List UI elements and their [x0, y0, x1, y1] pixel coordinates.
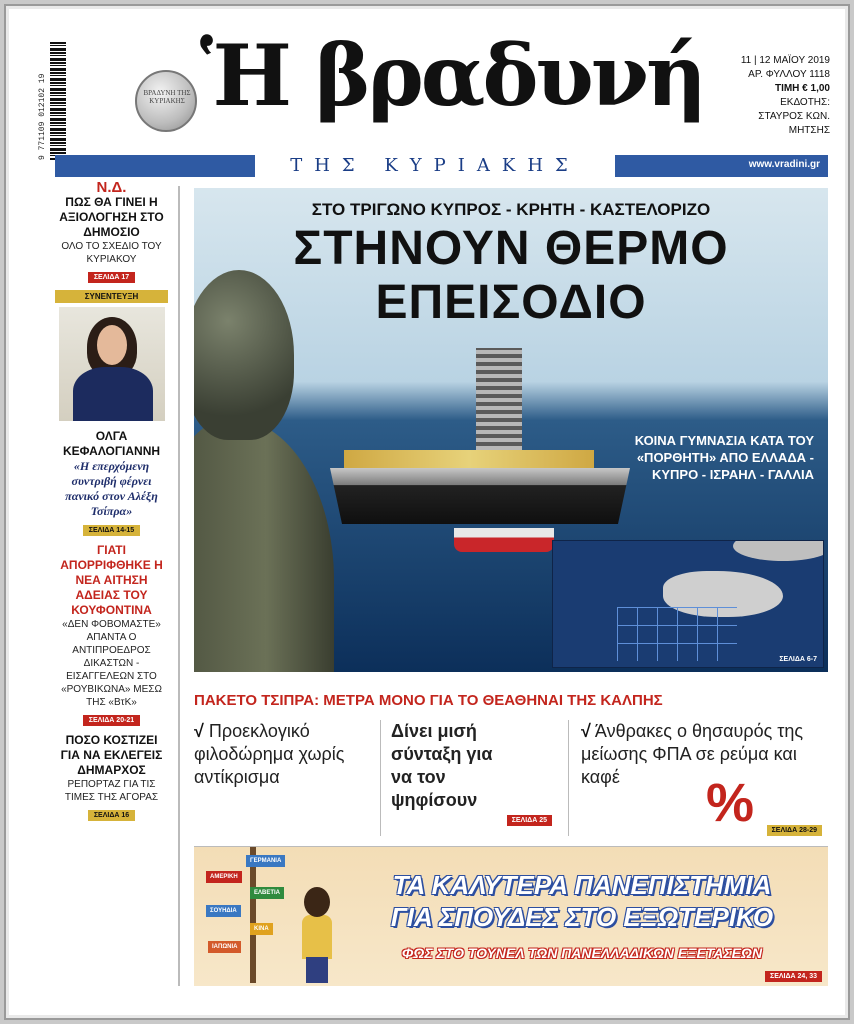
- nd-page-ref: ΣΕΛΙΔΑ 17: [88, 272, 135, 283]
- coin-text: ΒΡΑΔΥΝΗ ΤΗΣ ΚΥΡΙΑΚΗΣ: [143, 89, 191, 105]
- sign-2: ΕΛΒΕΤΙΑ: [250, 887, 284, 899]
- koufontina-story[interactable]: [55, 543, 168, 727]
- logo-coin-icon: [135, 70, 197, 132]
- education-title-line2: ΓΙΑ ΣΠΟΥΔΕΣ ΣΤΟ ΕΞΩΤΕΡΙΚΟ: [390, 902, 774, 932]
- left-sidebar: [55, 180, 168, 828]
- sign-1: ΑΜΕΡΙΚΗ: [206, 871, 242, 883]
- hero-story[interactable]: [194, 188, 828, 672]
- website-link[interactable]: www.vradini.gr: [748, 159, 820, 170]
- interview-page-ref: ΣΕΛΙΔΑ 14-15: [83, 525, 140, 536]
- issue-info: [720, 54, 830, 138]
- hero-kicker: ΣΤΟ ΤΡΙΓΩΝΟ ΚΥΠΡΟΣ - ΚΡΗΤΗ - ΚΑΣΤΕΛΟΡΙΖΟ: [311, 200, 711, 219]
- masthead-subbar: [55, 155, 828, 177]
- sign-0: ΓΕΡΜΑΝΙΑ: [246, 855, 285, 867]
- map-blocks: [617, 607, 737, 661]
- publisher-name: ΣΤΑΥΡΟΣ ΚΩΝ. ΜΗΤΣΗΣ: [758, 111, 830, 136]
- column-2[interactable]: [380, 720, 558, 836]
- mayor-story[interactable]: [55, 733, 168, 822]
- hero-headline-line2: ΕΠΕΙΣΟΔΙΟ: [375, 276, 647, 329]
- hero-headline: [194, 222, 828, 330]
- drillship: [330, 468, 630, 524]
- interview-tag: ΣΥΝΕΝΤΕΥΞΗ: [55, 290, 168, 303]
- tug-boat: [454, 528, 554, 552]
- education-page-ref: ΣΕΛΙΔΑ 24, 33: [765, 971, 822, 982]
- sign-4: ΚΙΝΑ: [250, 923, 273, 935]
- barcode-number: 9 771109 012102 19: [38, 73, 47, 160]
- col2-text: Δίνει μισή σύνταξη για να τον ψηφίσουν: [391, 721, 493, 810]
- col3-page-ref: ΣΕΛΙΔΑ 28-29: [767, 825, 822, 836]
- interview-quote: «Η επερχόμενη συντριβή φέρνει πανικό στον Αλέξη Τσίπρα»: [65, 459, 158, 518]
- nd-sub: ΟΛΟ ΤΟ ΣΧΕΔΙΟ ΤΟΥ ΚΥΡΙΑΚΟΥ: [61, 241, 162, 265]
- sign-3: ΣΟΥΗΔΙΑ: [206, 905, 241, 917]
- section-columns: [194, 720, 828, 840]
- masthead-title: Ἡ βραδυνή: [200, 26, 705, 125]
- issue-number: ΑΡ. ΦΥΛΛΟΥ 1118: [748, 69, 830, 80]
- hero-overlay-text: ΚΟΙΝΑ ΓΥΜΝΑΣΙΑ ΚΑΤΑ ΤΟΥ «ΠΟΡΘΗΤΗ» ΑΠΟ ΕΛΛΑΔΑ - ΚΥΠΡΟ - ΙΣΡΑΗΛ - ΓΑΛΛΙΑ: [634, 433, 814, 482]
- col1-text: Προεκλογικό φιλοδώρημα χωρίς αντίκρισμα: [194, 721, 345, 787]
- mayor-headline: ΠΟΣΟ ΚΟΣΤΙΖΕΙ ΓΙΑ ΝΑ ΕΚΛΕΓΕΙΣ ΔΗΜΑΡΧΟΣ: [60, 733, 163, 777]
- mayor-sub: ΡΕΠΟΡΤΑΖ ΓΙΑ ΤΙΣ ΤΙΜΕΣ ΤΗΣ ΑΓΟΡΑΣ: [64, 779, 159, 803]
- pilot-figure: [194, 418, 334, 672]
- issue-date: 11 | 12 ΜΑΪΟΥ 2019: [740, 55, 830, 66]
- signpost-icon: [206, 847, 306, 987]
- check-icon: √: [581, 721, 591, 741]
- hero-headline-line1: ΣΤΗΝΟΥΝ ΘΕΡΜΟ: [293, 222, 729, 275]
- check-icon: √: [194, 721, 204, 741]
- percent-scissors-icon: [706, 773, 784, 834]
- col2-page-ref: ΣΕΛΙΔΑ 25: [507, 815, 552, 826]
- koufontina-page-ref: ΣΕΛΙΔΑ 20-21: [83, 715, 140, 726]
- column-3[interactable]: [568, 720, 828, 836]
- koufontina-headline: ΓΙΑΤΙ ΑΠΟΡΡΙΦΘΗΚΕ Η ΝΕΑ ΑΙΤΗΣΗ ΑΔΕΙΑΣ ΤΟΥ ΚΟΥΦΟΝΤΙΝΑ: [60, 543, 163, 617]
- col3-text: Άνθρακες ο θησαυρός της μείωσης ΦΠΑ σε ρεύμα και καφέ: [581, 721, 804, 787]
- section-title: ΠΑΚΕΤΟ ΤΣΙΠΡΑ: ΜΕΤΡΑ ΜΟΝΟ ΓΙΑ ΤΟ ΘΕΑΘΗΝΑΙ ΤΗΣ ΚΑΛΠΗΣ: [194, 692, 663, 709]
- nd-headline: ΠΩΣ ΘΑ ΓΙΝΕΙ Η ΑΞΙΟΛΟΓΗΣΗ ΣΤΟ ΔΗΜΟΣΙΟ: [59, 195, 164, 239]
- masthead-subtitle: ΤΗΣ ΚΥΡΙΑΚΗΣ: [255, 155, 615, 177]
- interview-name: ΟΛΓΑ ΚΕΦΑΛΟΓΙΑΝΝΗ: [62, 429, 161, 458]
- koufontina-sub: «ΔΕΝ ΦΟΒΟΜΑΣΤΕ» ΑΠΑΝΤΑ Ο ΑΝΤΙΠΡΟΕΔΡΟΣ ΔΙΚΑΣΤΩΝ - ΕΙΣΑΓΓΕΛΕΩΝ ΣΤΟ «ΡΟΥΒΙΚΩΝΑ» ΜΕΣΩ ΤΗΣ «ΒτΚ»: [61, 619, 162, 708]
- education-title-line1: ΤΑ ΚΑΛΥΤΕΡΑ ΠΑΝΕΠΙΣΤΗΜΙΑ: [392, 870, 772, 900]
- inset-map: [552, 540, 824, 668]
- interview-photo: [59, 307, 165, 421]
- issue-price: ΤΙΜΗ € 1,00: [774, 83, 830, 94]
- column-1[interactable]: [194, 720, 370, 836]
- publisher-label: ΕΚΔΟΤΗΣ:: [780, 97, 830, 108]
- nd-story[interactable]: [55, 180, 168, 284]
- mayor-page-ref: ΣΕΛΙΔΑ 16: [88, 810, 135, 821]
- education-subtitle: ΦΩΣ ΣΤΟ ΤΟΥΝΕΛ ΤΩΝ ΠΑΝΕΛΛΑΔΙΚΩΝ ΕΞΕΤΑΣΕΩΝ: [401, 945, 763, 961]
- column-divider: [178, 186, 180, 986]
- barcode: [50, 42, 66, 160]
- sign-5: ΙΑΠΩΝΙΑ: [208, 941, 241, 953]
- education-story[interactable]: [194, 846, 828, 986]
- education-title: [344, 869, 820, 933]
- nd-party: Ν.Δ.: [96, 179, 127, 196]
- student-figure: [294, 887, 340, 983]
- percent-symbol: %: [706, 773, 755, 833]
- map-page-ref: ΣΕΛΙΔΑ 6-7: [779, 656, 817, 663]
- interview-story[interactable]: [55, 290, 168, 537]
